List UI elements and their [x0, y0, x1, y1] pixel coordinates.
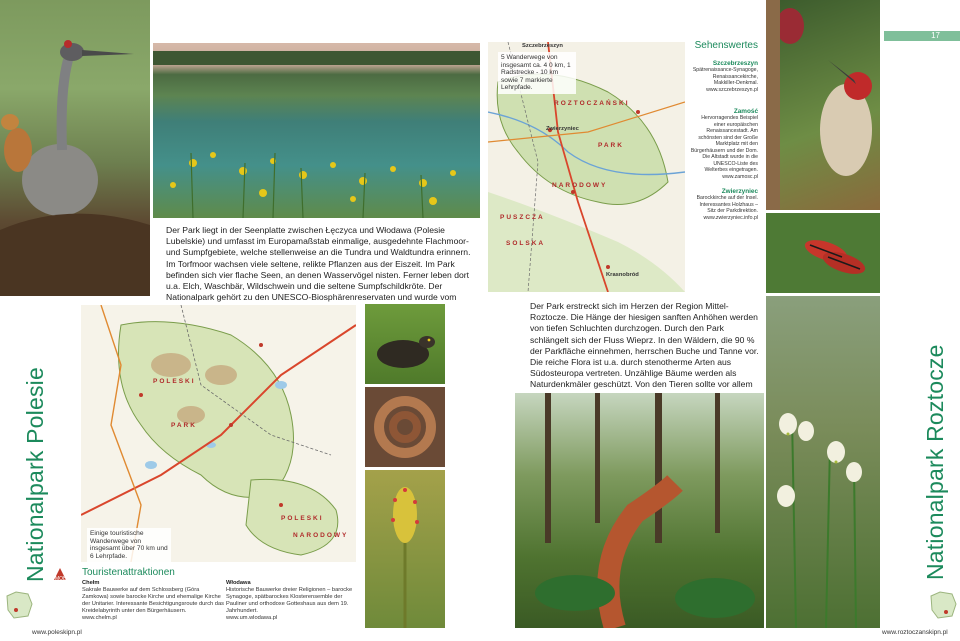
sight-zamosc-name: Zamość: [733, 108, 758, 115]
mob-logo: [52, 566, 68, 582]
attraction-wlodawa-text: Historische Bauwerke dreier Religionen – barocke Synagoge, spätbarockes Klosterensemble der Pauliner und orthodoxe Gotteshaus aus dem 19. Jahrhundert.: [226, 587, 353, 614]
polesie-vertical-title: Nationalpark Polesie: [22, 367, 48, 582]
map-label-park: PARK: [171, 422, 197, 429]
woodpecker-photo: [766, 0, 880, 210]
snake-photo: [365, 387, 445, 467]
sight-szczebrzeszyn-name: Szczebrzeszyn: [712, 60, 758, 67]
sight-szczebrzeszyn-text: Spätrenaissance-Synagoge, Renaissancekirche, Makkiller-Denkmal.: [692, 67, 758, 86]
map-label-poleski: POLESKI: [153, 378, 196, 385]
attraction-chelm-text: Sakrale Bauwerke auf dem Schlossberg (Góra Zamkowa) sowie barocke Kirche und ehemalige Kirche der Unitarier. Interessante Besichtigungsroute durch das Kreidelabyrinth unter den Bürgerhäusern.: [82, 587, 224, 614]
map-label-narodowy-roztocze: NARODOWY: [552, 182, 608, 189]
attraction-wlodawa: [226, 580, 364, 622]
map-label-puszcza: PUSZCZA: [500, 214, 545, 221]
sight-zamosc-url[interactable]: www.zamosc.pl: [722, 173, 758, 180]
attraction-chelm-name: Chełm: [82, 580, 100, 586]
sight-zwierzyniec-url[interactable]: www.zwierzyniec.info.pl: [703, 214, 758, 221]
sight-szczebrzeszyn: [690, 60, 758, 93]
polesie-map-note: Einige touristische Wanderwege von insgesamt über 70 km und 6 Lehrpfade.: [87, 528, 171, 562]
map-label-krasnobrod: Krasnobród: [606, 272, 639, 278]
page-number: 17: [884, 31, 960, 41]
turtle-photo: [365, 304, 445, 384]
poland-outline-icon-right: [928, 590, 958, 620]
attraction-wlodawa-name: Włodawa: [226, 580, 251, 586]
map-label-solska: SOLSKA: [506, 240, 546, 247]
sight-zamosc-text: Hervorragendes Beispiel einer europäischen Renaissancestadt. Am schönsten sind der Große Marktplatz mit den Bürgerhäusern und der Dom. Die Altstadt wurde in die UNESCO-Liste des Welterbes eingetragen.: [690, 115, 758, 173]
roztocze-vertical-title: Nationalpark Roztocze: [922, 344, 948, 580]
map-label-szczebrzeszyn: Szczebrzeszyn: [522, 43, 563, 49]
crane-photo: [0, 0, 150, 296]
attractions-title: Touristenattraktionen: [82, 567, 175, 578]
polesie-intro-text: Der Park liegt in der Seenplatte zwischen Łęczyca und Włodawa (Polesie Lubelskie) und umfasst im Europamaßstab einmalige, ausgedehnte Flachmoor- und Sumpfgebiete, welche stellenweise an die Tundra und Waldtundra erinnern. Im Torfmoor wachsen viele seltene, relikte Pflanzen aus der Eiszeit. Im Park befinden sich vier flache Seen, an denen Wasservögel nisten. Ferner leben dort u.a. Elch, Waschbär, Wildschwein und die seltene Sumpfschildkröte. Der Nationalpark gehört zu den UNESCO-Biosphärenreservaten und wurde vom: [166, 225, 471, 303]
map-label-roztoczanski: ROZTOCZAŃSKI: [554, 100, 630, 107]
roztocze-map: [488, 42, 685, 292]
map-label-zwierzyniec: Zwierzyniec: [546, 126, 579, 132]
sight-zamosc: [690, 108, 758, 180]
map-label-narodowy: NARODOWY: [293, 532, 349, 539]
polesie-map: [81, 305, 356, 562]
beetles-photo: [766, 213, 880, 293]
sight-zwierzyniec: [690, 188, 758, 221]
attraction-chelm-url[interactable]: www.chelm.pl: [82, 615, 117, 621]
roztocze-footer-url[interactable]: www.roztoczanskipn.pl: [882, 629, 948, 636]
attraction-chelm: [82, 580, 224, 622]
svg-text:MOB: MOB: [55, 576, 67, 582]
attraction-wlodawa-url[interactable]: www.um.wlodawa.pl: [226, 615, 278, 621]
roztocze-intro-text: Der Park erstreckt sich im Herzen der Region Mittel-Roztocze. Die Hänge der hiesigen sanften Anhöhen werden von tiefen Schluchten durchzogen. Durch den Park schlängelt sich der Fluss Wieprz. In den Wäldern, die 90 % der Parkfläche einnehmen, herrschen Buche und Tanne vor. Die reiche Flora ist u.a. durch stenotherme Arten aus Südosteuropa vertreten. Unzählige Bäume werden als Naturdenkmäler geschützt. Von den Tieren sollte vor allem: [530, 301, 759, 390]
marsh-photo: [153, 43, 480, 218]
sight-szczebrzeszyn-url[interactable]: www.szczebrzeszyn.pl: [706, 86, 758, 93]
sundew-photo: [365, 470, 445, 628]
map-label-poleski-2: POLESKI: [281, 515, 324, 522]
sight-zwierzyniec-name: Zwierzyniec: [721, 188, 758, 195]
sights-title: Sehenswertes: [694, 40, 758, 51]
snowflake-flowers-photo: [766, 296, 880, 628]
poland-outline-icon: [4, 590, 34, 620]
polesie-footer-url[interactable]: www.poleskipn.pl: [32, 629, 82, 636]
forest-stream-photo: [515, 393, 764, 628]
sight-zwierzyniec-text: Barockkirche auf der Insel. Interessantes Holzhaus – Sitz der Parkdirektion.: [696, 195, 758, 214]
map-label-park-roztocze: PARK: [598, 142, 624, 149]
roztocze-map-note: 5 Wanderwege von insgesamt ca. 4 0 km, 1 Radstrecke - 10 km sowie 7 markierte Lehrpfade.: [498, 52, 576, 94]
